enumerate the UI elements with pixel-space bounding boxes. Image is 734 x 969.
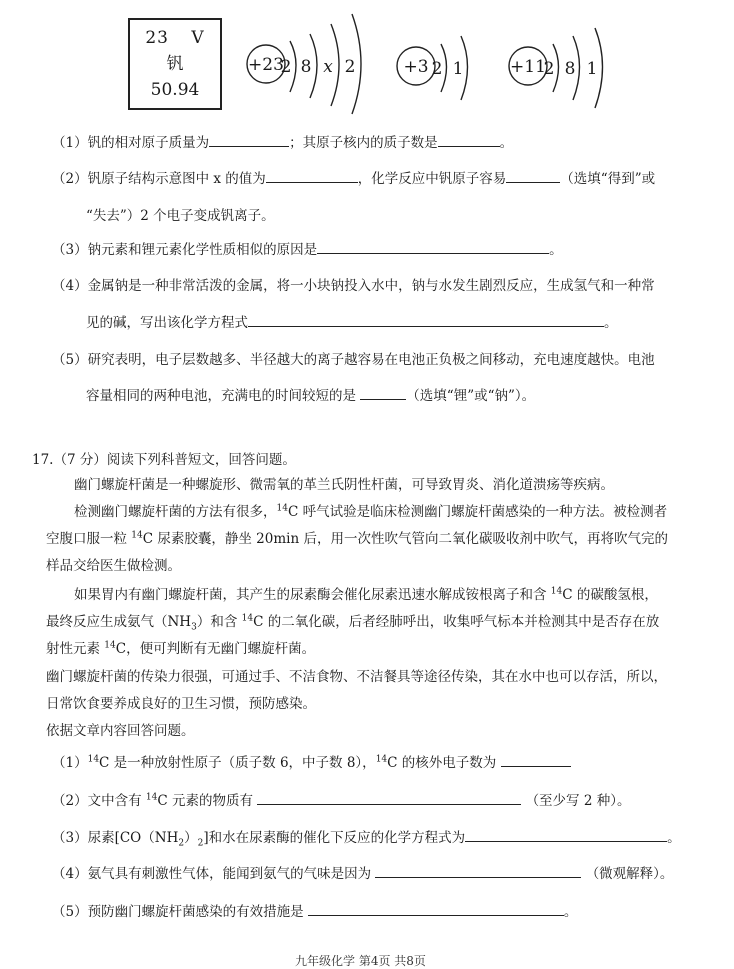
element-symbol: V [191, 28, 205, 48]
q16-sub2-cont: “失去”）2 个电子变成钒离子。 [86, 208, 275, 224]
lithium-shell-2: 1 [452, 59, 464, 79]
q17-para5: 依据文章内容回答问题。 [46, 723, 195, 739]
q17-answer-blank-2[interactable] [257, 792, 521, 805]
q17-para3-line3: 射性元素 $^{14}$C，便可判断有无幽门螺旋杆菌。 [46, 640, 316, 657]
q17-para4-line1: 幽门螺旋杆菌的传染力很强，可通过手、不洁食物、不洁餐具等途径传染，其在水中也可以存活，所以， [46, 669, 667, 685]
sodium-shell-2: 8 [564, 59, 576, 79]
sodium-nucleus-label: +11 [510, 57, 546, 77]
q17-answer-blank-4[interactable] [375, 865, 581, 878]
q17-para3-line1: 如果胃内有幽门螺旋杆菌，其产生的尿素酶会催化尿素迅速水解成铵根离子和含 $^{14}$C 的碳酸氢根， [74, 586, 658, 603]
element-card [128, 18, 222, 110]
q17-sub2: （2）文中含有 $^{14}$C 元素的物质有 （至少写 2 种）。 [52, 792, 631, 809]
vanadium-nucleus-label: +23 [248, 55, 284, 75]
q16-answer-blank-1[interactable] [209, 134, 289, 147]
q16-sub1: （1）钒的相对原子质量为 ；其原子核内的质子数是 。 [52, 135, 514, 151]
q16-answer-blank-3[interactable] [266, 170, 358, 183]
atomic-mass: 50.94 [150, 80, 200, 100]
q16-sub2: （2）钒原子结构示意图中 x 的值为 ，化学反应中钒原子容易 （选填“得到”或 [52, 171, 656, 187]
vanadium-shell-2: 8 [300, 57, 312, 77]
lithium-nucleus-label: +3 [403, 57, 429, 77]
q17-para2-line3: 样品交给医生做检测。 [46, 558, 181, 574]
q16-sub4-cont: 见的碱，写出该化学方程式 。 [86, 315, 618, 331]
q17-sub3: （3）尿素$[CO(NH_2)_2]$和水在尿素酶的催化下反应的化学方程式为 。 [52, 830, 681, 849]
sodium-shell-1: 2 [543, 59, 555, 79]
q17-para1: 幽门螺旋杆菌是一种螺旋形、微需氧的革兰氏阴性杆菌，可导致胃炎、消化道溃疡等疾病。 [74, 477, 614, 493]
vanadium-shell-3: x [323, 57, 333, 77]
q16-sub5: （5）研究表明，电子层数越多、半径越大的离子越容易在电池正负极之间移动，充电速度越快。电池 [52, 352, 655, 368]
q17-para2-line2: 空腹口服一粒 $^{14}$C 尿素胶囊，静坐 20min 后，用一次性吹气管向二氧化碳吸收剂中吹气，再将吹气完的 [46, 530, 668, 547]
q16-answer-blank-6[interactable] [248, 314, 604, 327]
element-name: 钒 [166, 54, 184, 74]
q17-title: 17.（7 分）阅读下列科普短文，回答问题。 [32, 452, 296, 468]
q17-para4-line2: 日常饮食要养成良好的卫生习惯，预防感染。 [46, 696, 316, 712]
vanadium-shell-1: 2 [280, 57, 292, 77]
q17-answer-blank-5[interactable] [308, 903, 564, 916]
page-footer: 九年级化学 第4页 共8页 [295, 954, 426, 968]
q17-answer-blank-3[interactable] [465, 829, 667, 842]
q17-para3-line2: 最终反应生成氨气$(NH_3)$和含 $^{14}$C 的二氧化碳，后者经肺呼出，收集呼气标本并检测其中是否存在放 [46, 613, 660, 633]
q16-answer-blank-4[interactable] [506, 170, 560, 183]
q17-answer-blank-1[interactable] [501, 754, 571, 767]
q17-sub4: （4）氨气具有刺激性气体，能闻到氨气的气味是因为 （微观解释）。 [52, 866, 674, 882]
q16-answer-blank-7[interactable] [360, 387, 406, 400]
q16-sub3: （3）钠元素和锂元素化学性质相似的原因是 。 [52, 242, 563, 258]
q17-sub1: $(1)^{14}C$ 是一种放射性原子（质子数 6，中子数 8），$^{14}$C 的核外电子数为 [52, 751, 571, 771]
q16-sub5-cont: 容量相同的两种电池，充满电的时间较短的是 （选填“锂”或“钠”）。 [86, 388, 536, 404]
atom-structure-diagrams [240, 6, 620, 118]
q16-answer-blank-2[interactable] [438, 134, 500, 147]
q17-sub5: （5）预防幽门螺旋杆菌感染的有效措施是 。 [52, 904, 578, 920]
q16-answer-blank-5[interactable] [317, 241, 549, 254]
q16-sub4: （4）金属钠是一种非常活泼的金属，将一小块钠投入水中，钠与水发生剧烈反应，生成氢气和一种常 [52, 278, 655, 294]
q17-para2-line1: 检测幽门螺旋杆菌的方法有很多，$^{14}$C 呼气试验是临床检测幽门螺旋杆菌感染的一种方法。被检测者 [74, 503, 668, 520]
sodium-shell-3: 1 [586, 59, 598, 79]
lithium-shell-1: 2 [431, 59, 443, 79]
atomic-number: 23 [145, 28, 169, 48]
vanadium-shell-4: 2 [344, 57, 356, 77]
